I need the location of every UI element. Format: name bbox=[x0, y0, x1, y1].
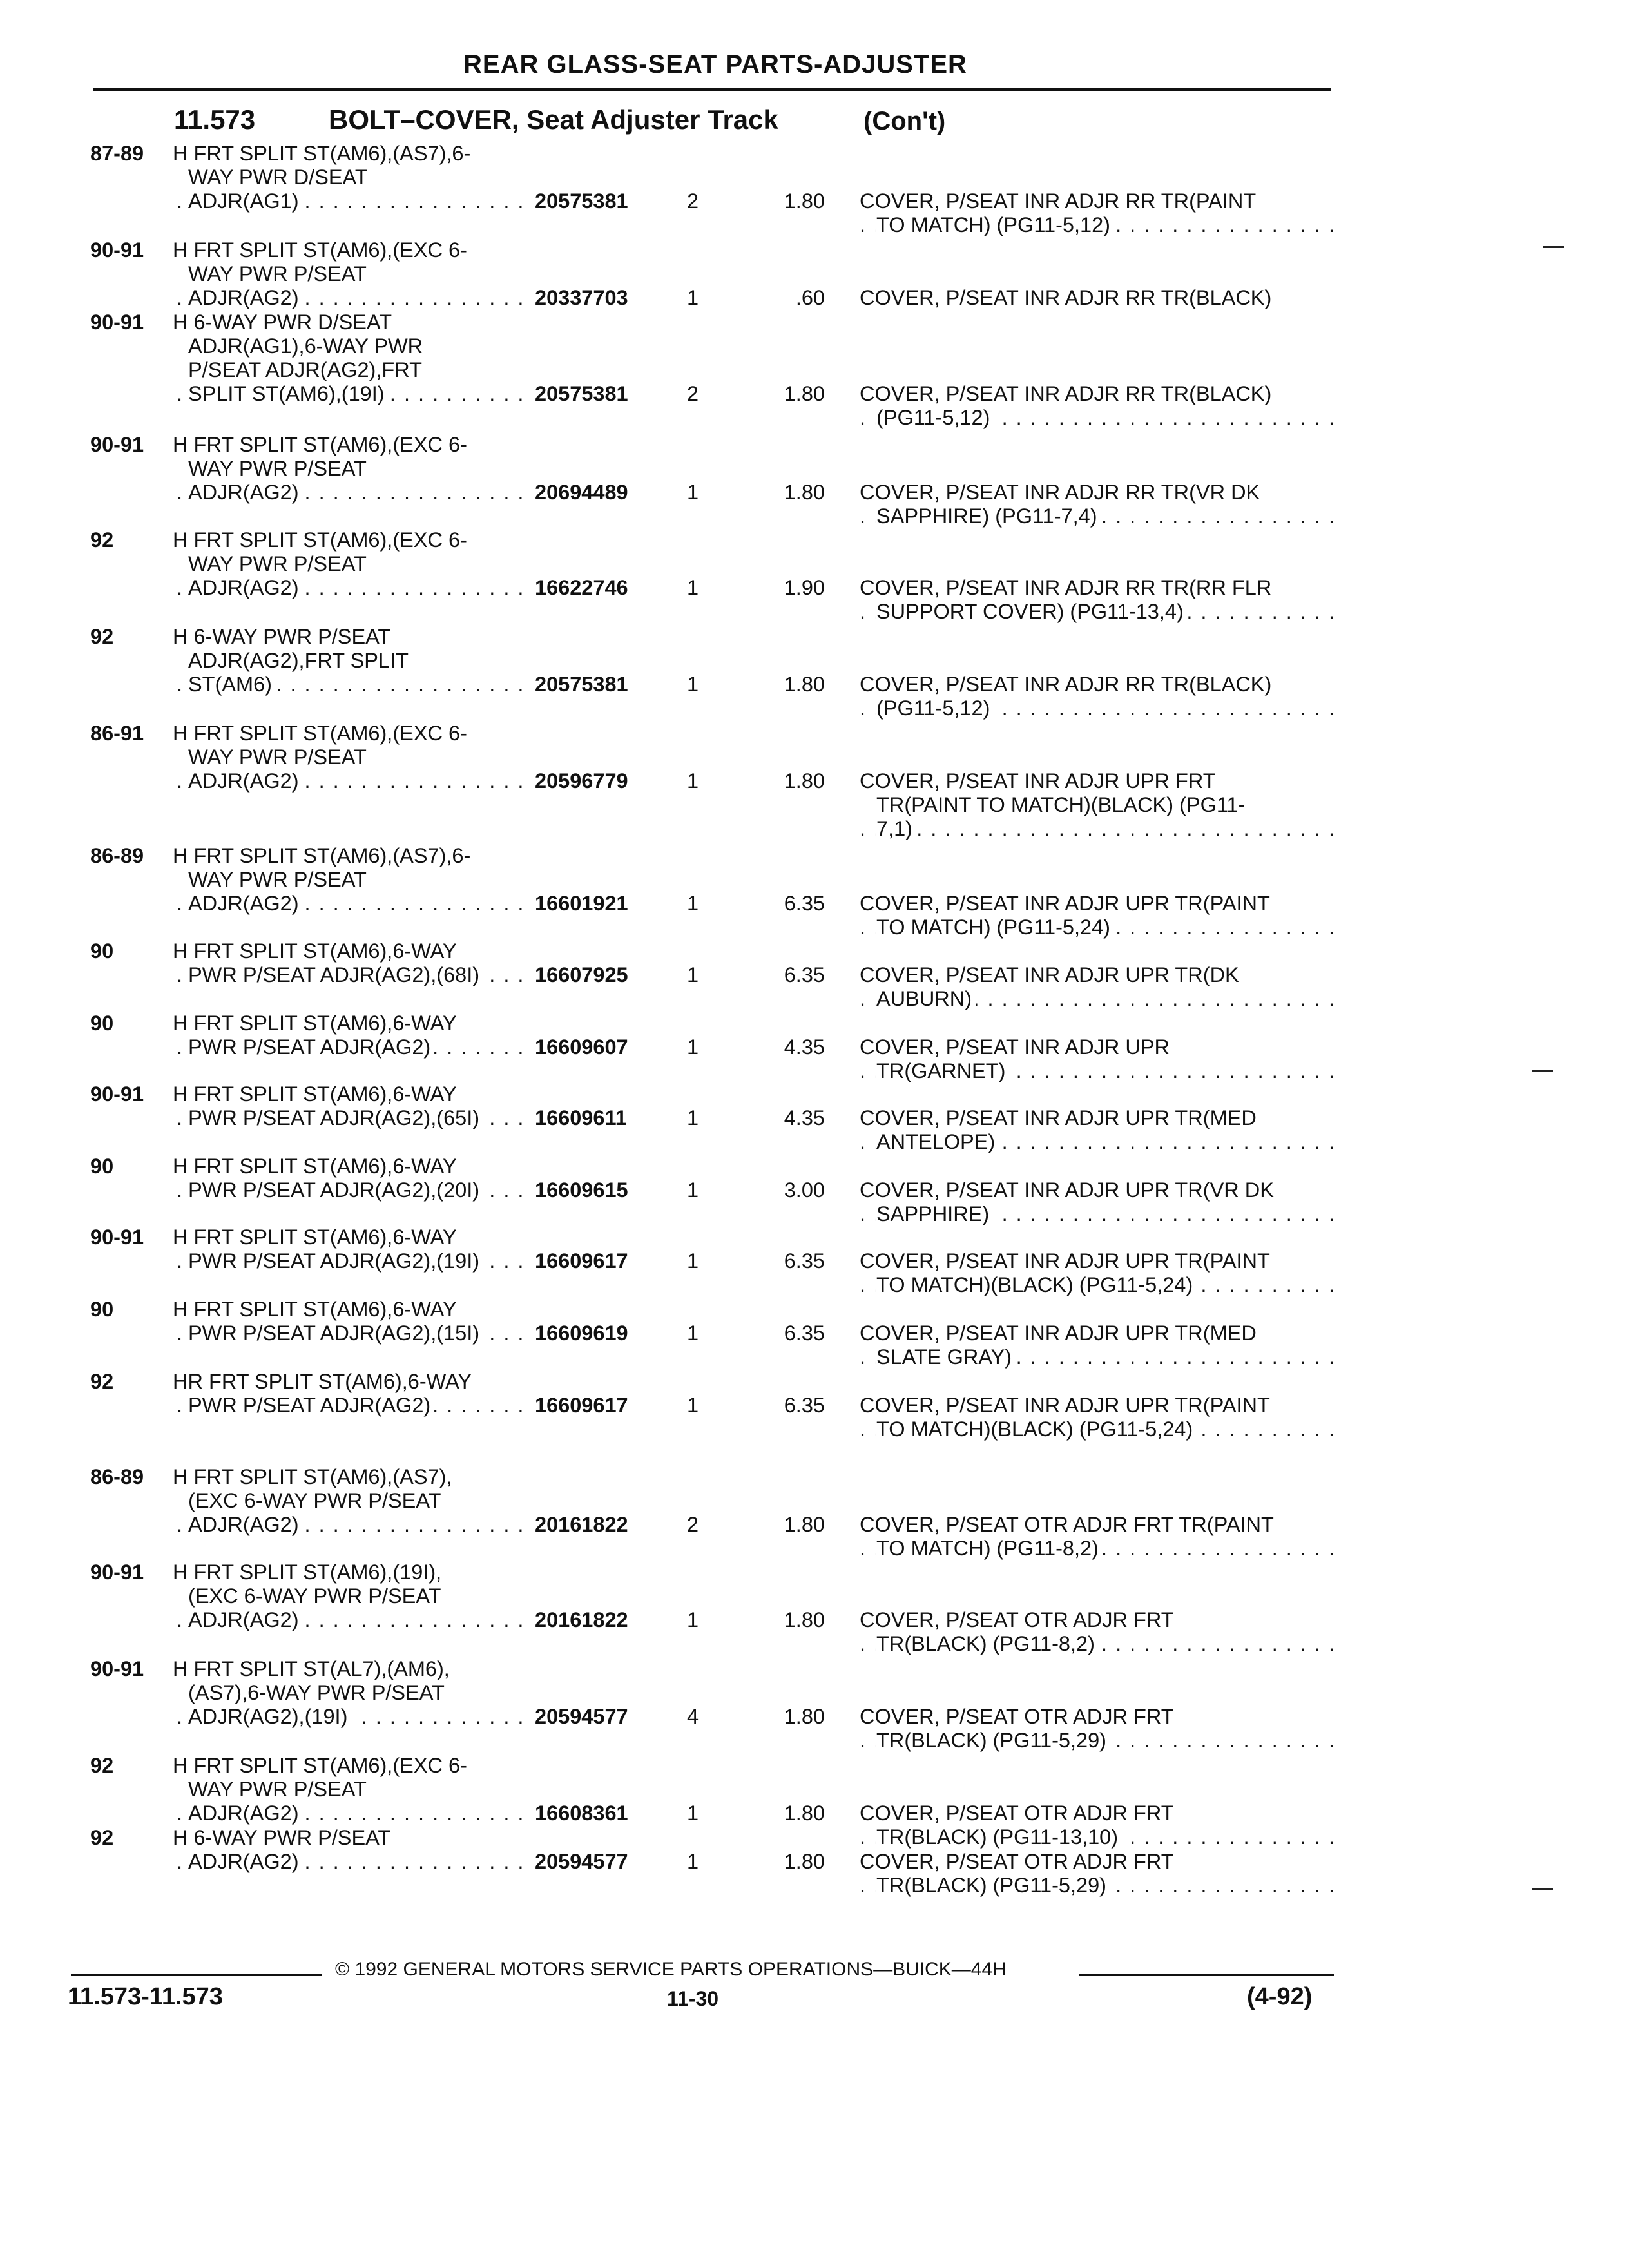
note-line bbox=[860, 1513, 1336, 1537]
description-last-text: SPLIT ST(AM6),(19I) bbox=[188, 382, 389, 405]
note-line bbox=[860, 1178, 1336, 1202]
note-line bbox=[860, 1345, 1336, 1369]
section-number: 11.573 bbox=[174, 104, 256, 135]
note-line-text: COVER, P/SEAT INR ADJR UPR TR(MED bbox=[860, 1321, 1257, 1345]
description-line: H FRT SPLIT ST(AM6),6-WAY bbox=[173, 1225, 457, 1249]
note-line-text: TR(BLACK) (PG11-13,10) bbox=[876, 1825, 1122, 1849]
price: 1.80 bbox=[784, 1850, 825, 1873]
description-last-text: ADJR(AG2) bbox=[188, 1850, 303, 1873]
note-line-text: TO MATCH) (PG11-8,2) bbox=[876, 1537, 1103, 1560]
quantity: 1 bbox=[687, 1106, 699, 1129]
model-years: 90-91 bbox=[90, 433, 144, 456]
price: 1.80 bbox=[784, 769, 825, 793]
description-line bbox=[173, 1394, 534, 1418]
note-line-text: COVER, P/SEAT OTR ADJR FRT bbox=[860, 1802, 1174, 1825]
note-line-text: (PG11-5,12) bbox=[876, 406, 994, 429]
part-number: 20337703 bbox=[535, 286, 628, 309]
note-line bbox=[860, 1035, 1336, 1059]
description-line bbox=[173, 286, 534, 310]
price: 1.80 bbox=[784, 1705, 825, 1728]
note-line bbox=[860, 576, 1336, 600]
description-last-text: PWR P/SEAT ADJR(AG2),(15I) bbox=[188, 1321, 483, 1345]
price: 6.35 bbox=[784, 892, 825, 915]
description-last-text: ST(AM6) bbox=[188, 673, 276, 696]
part-note bbox=[860, 1249, 1336, 1297]
part-number: 16609617 bbox=[535, 1249, 628, 1273]
quantity: 1 bbox=[687, 963, 699, 986]
note-line bbox=[860, 1418, 1336, 1441]
part-number: 16601921 bbox=[535, 892, 628, 915]
description-line: H FRT SPLIT ST(AM6),6-WAY bbox=[173, 1082, 457, 1106]
note-line bbox=[860, 1802, 1336, 1825]
application-description bbox=[173, 1298, 534, 1345]
description-line: H FRT SPLIT ST(AM6),(19I), bbox=[173, 1561, 442, 1584]
note-line bbox=[860, 481, 1336, 505]
price: 1.80 bbox=[784, 1608, 825, 1631]
note-line bbox=[860, 1273, 1336, 1297]
part-note bbox=[860, 1608, 1336, 1656]
margin-mark bbox=[1532, 1888, 1553, 1890]
description-line: (AS7),6-WAY PWR P/SEAT bbox=[188, 1681, 445, 1704]
part-number: 20594577 bbox=[535, 1850, 628, 1873]
description-last-text: ADJR(AG2) bbox=[188, 769, 303, 793]
application-description bbox=[173, 625, 534, 697]
part-number: 20594577 bbox=[535, 1705, 628, 1728]
part-note bbox=[860, 1321, 1336, 1369]
note-line-text: COVER, P/SEAT OTR ADJR FRT bbox=[860, 1850, 1174, 1873]
model-years: 90 bbox=[90, 1298, 114, 1321]
model-years: 90-91 bbox=[90, 1225, 144, 1249]
note-line bbox=[860, 1632, 1336, 1656]
application-description bbox=[173, 1225, 534, 1273]
description-line: H FRT SPLIT ST(AM6),6-WAY bbox=[173, 1155, 457, 1178]
description-line bbox=[173, 1106, 534, 1130]
model-years: 86-89 bbox=[90, 844, 144, 867]
note-line-text: SAPPHIRE) bbox=[876, 1202, 993, 1225]
application-description bbox=[173, 1657, 534, 1729]
application-description bbox=[173, 1082, 534, 1130]
description-line bbox=[173, 1178, 534, 1202]
model-years: 86-89 bbox=[90, 1465, 144, 1488]
model-years: 92 bbox=[90, 528, 114, 552]
description-line bbox=[173, 892, 534, 916]
part-note bbox=[860, 189, 1336, 237]
application-description bbox=[173, 1370, 534, 1418]
description-line: (EXC 6-WAY PWR P/SEAT bbox=[188, 1584, 441, 1608]
note-line bbox=[860, 286, 1336, 310]
description-line: H FRT SPLIT ST(AM6),(AS7), bbox=[173, 1465, 452, 1488]
description-last-text: PWR P/SEAT ADJR(AG2) bbox=[188, 1394, 434, 1417]
note-line-text: TO MATCH)(BLACK) (PG11-5,24) bbox=[876, 1418, 1197, 1441]
note-line bbox=[860, 1705, 1336, 1729]
description-line bbox=[173, 382, 534, 406]
quantity: 1 bbox=[687, 1035, 699, 1059]
description-line: H FRT SPLIT ST(AM6),6-WAY bbox=[173, 1012, 457, 1035]
description-line bbox=[173, 1321, 534, 1345]
model-years: 92 bbox=[90, 625, 114, 648]
note-line bbox=[860, 382, 1336, 406]
note-line-text: SAPPHIRE) (PG11-7,4) bbox=[876, 505, 1101, 528]
quantity: 1 bbox=[687, 1249, 699, 1273]
part-note bbox=[860, 481, 1336, 528]
note-line bbox=[860, 793, 1336, 817]
part-number: 16622746 bbox=[535, 576, 628, 599]
quantity: 1 bbox=[687, 1321, 699, 1345]
description-line: (EXC 6-WAY PWR P/SEAT bbox=[188, 1489, 441, 1512]
description-line: WAY PWR P/SEAT bbox=[188, 552, 367, 575]
note-line bbox=[860, 1874, 1336, 1898]
part-number: 20575381 bbox=[535, 382, 628, 405]
model-years: 90-91 bbox=[90, 238, 144, 262]
part-note bbox=[860, 382, 1336, 430]
price: 3.00 bbox=[784, 1178, 825, 1202]
part-number: 20161822 bbox=[535, 1608, 628, 1631]
quantity: 1 bbox=[687, 576, 699, 599]
application-description bbox=[173, 1012, 534, 1059]
note-line bbox=[860, 1059, 1336, 1083]
description-last-text: PWR P/SEAT ADJR(AG2),(65I) bbox=[188, 1106, 483, 1129]
description-last-text: ADJR(AG2) bbox=[188, 1608, 303, 1631]
part-note bbox=[860, 1106, 1336, 1154]
application-description bbox=[173, 844, 534, 916]
note-line-text: COVER, P/SEAT INR ADJR RR TR(PAINT bbox=[860, 189, 1257, 213]
description-line bbox=[173, 673, 534, 697]
note-line-text: COVER, P/SEAT INR ADJR UPR TR(PAINT bbox=[860, 1249, 1270, 1273]
note-line bbox=[860, 1321, 1336, 1345]
header-rule bbox=[93, 88, 1331, 91]
part-note bbox=[860, 892, 1336, 939]
description-line bbox=[173, 576, 534, 600]
note-line-text: 7,1) bbox=[876, 817, 916, 840]
quantity: 2 bbox=[687, 382, 699, 405]
part-note bbox=[860, 1850, 1336, 1898]
description-line bbox=[173, 1850, 534, 1874]
page-title: REAR GLASS-SEAT PARTS-ADJUSTER bbox=[463, 50, 967, 79]
note-line bbox=[860, 1825, 1336, 1849]
description-line: H FRT SPLIT ST(AL7),(AM6), bbox=[173, 1657, 450, 1680]
note-line bbox=[860, 600, 1336, 624]
note-line-text: TO MATCH) (PG11-5,24) bbox=[876, 916, 1114, 939]
description-line: H 6-WAY PWR D/SEAT bbox=[173, 311, 392, 334]
part-number: 20596779 bbox=[535, 769, 628, 793]
note-line-text: TO MATCH) (PG11-5,12) bbox=[876, 213, 1114, 236]
quantity: 1 bbox=[687, 1608, 699, 1631]
note-line-text: COVER, P/SEAT INR ADJR UPR FRT bbox=[860, 769, 1216, 793]
description-last-text: ADJR(AG2) bbox=[188, 892, 303, 915]
part-number: 16609607 bbox=[535, 1035, 628, 1059]
quantity: 2 bbox=[687, 1513, 699, 1536]
note-line-text: TO MATCH)(BLACK) (PG11-5,24) bbox=[876, 1273, 1197, 1296]
note-line bbox=[860, 1106, 1336, 1130]
price: 1.80 bbox=[784, 1802, 825, 1825]
section-name: BOLT–COVER, Seat Adjuster Track bbox=[329, 104, 778, 135]
quantity: 1 bbox=[687, 892, 699, 915]
quantity: 1 bbox=[687, 673, 699, 696]
part-note bbox=[860, 1178, 1336, 1226]
note-line-text: TR(BLACK) (PG11-5,29) bbox=[876, 1874, 1110, 1897]
description-last-text: PWR P/SEAT ADJR(AG2) bbox=[188, 1035, 434, 1059]
note-line-text: ANTELOPE) bbox=[876, 1130, 999, 1153]
note-line bbox=[860, 1850, 1336, 1874]
description-line: H 6-WAY PWR P/SEAT bbox=[173, 625, 391, 648]
model-years: 90-91 bbox=[90, 311, 144, 334]
note-line bbox=[860, 406, 1336, 430]
quantity: 1 bbox=[687, 1394, 699, 1417]
model-years: 92 bbox=[90, 1370, 114, 1393]
part-number: 16609615 bbox=[535, 1178, 628, 1202]
model-years: 90-91 bbox=[90, 1082, 144, 1106]
note-line bbox=[860, 505, 1336, 528]
description-line: H FRT SPLIT ST(AM6),6-WAY bbox=[173, 1298, 457, 1321]
footer-revision-date: (4-92) bbox=[1247, 1983, 1313, 2010]
note-line-text: COVER, P/SEAT INR ADJR UPR TR(PAINT bbox=[860, 892, 1270, 915]
price: 1.80 bbox=[784, 481, 825, 504]
note-line-text: COVER, P/SEAT INR ADJR UPR TR(DK bbox=[860, 963, 1239, 986]
part-note bbox=[860, 1035, 1336, 1083]
description-last-text: ADJR(AG2) bbox=[188, 1802, 303, 1825]
price: 6.35 bbox=[784, 963, 825, 986]
description-line: H 6-WAY PWR P/SEAT bbox=[173, 1826, 391, 1849]
part-number: 20694489 bbox=[535, 481, 628, 504]
model-years: 87-89 bbox=[90, 142, 144, 165]
description-line bbox=[173, 1608, 534, 1632]
note-line bbox=[860, 1130, 1336, 1154]
part-number: 16607925 bbox=[535, 963, 628, 986]
description-line: H FRT SPLIT ST(AM6),6-WAY bbox=[173, 939, 457, 963]
note-line bbox=[860, 1608, 1336, 1632]
description-line bbox=[173, 963, 534, 987]
part-note bbox=[860, 769, 1336, 841]
continued-label: (Con't) bbox=[863, 107, 946, 135]
description-last-text: ADJR(AG2),(19I) bbox=[188, 1705, 351, 1728]
part-note bbox=[860, 1705, 1336, 1753]
quantity: 1 bbox=[687, 286, 699, 309]
footer-rule bbox=[1079, 1974, 1334, 1976]
part-number: 16609611 bbox=[535, 1106, 627, 1129]
application-description bbox=[173, 311, 534, 406]
description-line: WAY PWR P/SEAT bbox=[188, 262, 367, 285]
description-line: H FRT SPLIT ST(AM6),(EXC 6- bbox=[173, 722, 467, 745]
description-line: WAY PWR D/SEAT bbox=[188, 166, 368, 189]
description-line: H FRT SPLIT ST(AM6),(EXC 6- bbox=[173, 238, 467, 262]
price: 6.35 bbox=[784, 1394, 825, 1417]
note-line bbox=[860, 1537, 1336, 1561]
note-line-text: TR(BLACK) (PG11-5,29) bbox=[876, 1729, 1110, 1752]
price: 4.35 bbox=[784, 1106, 825, 1129]
description-last-text: PWR P/SEAT ADJR(AG2),(19I) bbox=[188, 1249, 483, 1273]
application-description bbox=[173, 1754, 534, 1825]
part-note bbox=[860, 963, 1336, 1011]
price: 1.80 bbox=[784, 673, 825, 696]
description-line: H FRT SPLIT ST(AM6),(AS7),6- bbox=[173, 844, 471, 867]
part-note bbox=[860, 673, 1336, 720]
price: 1.80 bbox=[784, 382, 825, 405]
note-line-text: SUPPORT COVER) (PG11-13,4) bbox=[876, 600, 1188, 623]
part-number: 20575381 bbox=[535, 673, 628, 696]
description-line bbox=[173, 481, 534, 505]
description-last-text: ADJR(AG1) bbox=[188, 189, 303, 213]
description-line bbox=[173, 1513, 534, 1537]
application-description bbox=[173, 433, 534, 505]
description-last-text: ADJR(AG2) bbox=[188, 481, 303, 504]
model-years: 90-91 bbox=[90, 1657, 144, 1680]
description-line bbox=[173, 1249, 534, 1273]
application-description bbox=[173, 939, 534, 987]
description-last-text: PWR P/SEAT ADJR(AG2),(68I) bbox=[188, 963, 483, 986]
note-line-text: (PG11-5,12) bbox=[876, 697, 994, 720]
part-number: 16609617 bbox=[535, 1394, 628, 1417]
note-line-text: COVER, P/SEAT INR ADJR RR TR(VR DK bbox=[860, 481, 1260, 504]
footer-section-range: 11.573-11.573 bbox=[68, 1983, 223, 2010]
part-note bbox=[860, 1513, 1336, 1561]
note-line-text: AUBURN) bbox=[876, 987, 976, 1010]
note-line-text: COVER, P/SEAT OTR ADJR FRT bbox=[860, 1705, 1174, 1728]
part-number: 16609619 bbox=[535, 1321, 628, 1345]
quantity: 4 bbox=[687, 1705, 699, 1728]
application-description bbox=[173, 1826, 534, 1874]
note-line bbox=[860, 769, 1336, 793]
part-number: 20161822 bbox=[535, 1513, 628, 1536]
quantity: 1 bbox=[687, 1850, 699, 1873]
application-description bbox=[173, 142, 534, 213]
model-years: 92 bbox=[90, 1754, 114, 1777]
application-description bbox=[173, 528, 534, 600]
price: 6.35 bbox=[784, 1321, 825, 1345]
note-line-text: COVER, P/SEAT OTR ADJR FRT bbox=[860, 1608, 1174, 1631]
description-line: P/SEAT ADJR(AG2),FRT bbox=[188, 358, 422, 381]
price: 6.35 bbox=[784, 1249, 825, 1273]
model-years: 90-91 bbox=[90, 1561, 144, 1584]
note-line-text: TR(GARNET) bbox=[876, 1059, 1009, 1082]
model-years: 90 bbox=[90, 1012, 114, 1035]
description-line bbox=[173, 1035, 534, 1059]
part-note bbox=[860, 1802, 1336, 1849]
price: 1.80 bbox=[784, 1513, 825, 1536]
note-line bbox=[860, 189, 1336, 213]
note-line bbox=[860, 963, 1336, 987]
part-note bbox=[860, 576, 1336, 624]
application-description bbox=[173, 1155, 534, 1202]
note-line bbox=[860, 697, 1336, 720]
section-heading bbox=[174, 104, 946, 135]
description-last-text: ADJR(AG2) bbox=[188, 576, 303, 599]
footer-page-number: 11-30 bbox=[667, 1987, 719, 2010]
description-line: WAY PWR P/SEAT bbox=[188, 745, 367, 769]
model-years: 90 bbox=[90, 1155, 114, 1178]
note-line bbox=[860, 916, 1336, 939]
note-line-text: COVER, P/SEAT OTR ADJR FRT TR(PAINT bbox=[860, 1513, 1274, 1536]
note-line-text: COVER, P/SEAT INR ADJR UPR TR(VR DK bbox=[860, 1178, 1274, 1202]
description-line bbox=[173, 1802, 534, 1825]
note-line-text: COVER, P/SEAT INR ADJR UPR TR(MED bbox=[860, 1106, 1257, 1129]
note-line bbox=[860, 817, 1336, 841]
description-line bbox=[173, 1705, 534, 1729]
price: 4.35 bbox=[784, 1035, 825, 1059]
quantity: 1 bbox=[687, 481, 699, 504]
description-line: H FRT SPLIT ST(AM6),(EXC 6- bbox=[173, 528, 467, 552]
description-last-text: ADJR(AG2) bbox=[188, 286, 303, 309]
description-line bbox=[173, 769, 534, 793]
note-line-text: COVER, P/SEAT INR ADJR RR TR(BLACK) bbox=[860, 286, 1272, 309]
part-note bbox=[860, 286, 1336, 310]
price: 1.80 bbox=[784, 189, 825, 213]
note-line bbox=[860, 1202, 1336, 1226]
margin-mark bbox=[1532, 1070, 1553, 1072]
price: 1.90 bbox=[784, 576, 825, 599]
quantity: 1 bbox=[687, 1178, 699, 1202]
application-description bbox=[173, 722, 534, 793]
description-line: ADJR(AG2),FRT SPLIT bbox=[188, 649, 409, 672]
description-line: HR FRT SPLIT ST(AM6),6-WAY bbox=[173, 1370, 472, 1393]
note-line bbox=[860, 213, 1336, 237]
description-last-text: ADJR(AG2) bbox=[188, 1513, 303, 1536]
note-line-text: COVER, P/SEAT INR ADJR UPR bbox=[860, 1035, 1170, 1059]
note-line-text: TR(BLACK) (PG11-8,2) bbox=[876, 1632, 1099, 1655]
model-years: 90 bbox=[90, 939, 114, 963]
model-years: 86-91 bbox=[90, 722, 144, 745]
note-line-text: COVER, P/SEAT INR ADJR RR TR(BLACK) bbox=[860, 382, 1272, 405]
quantity: 2 bbox=[687, 189, 699, 213]
note-line bbox=[860, 1729, 1336, 1753]
application-description bbox=[173, 238, 534, 310]
description-line: WAY PWR P/SEAT bbox=[188, 1778, 367, 1801]
note-line-text: COVER, P/SEAT INR ADJR UPR TR(PAINT bbox=[860, 1394, 1270, 1417]
footer-copyright: © 1992 GENERAL MOTORS SERVICE PARTS OPERATIONS—BUICK—44H bbox=[335, 1959, 1007, 1980]
part-note bbox=[860, 1394, 1336, 1441]
description-line: WAY PWR P/SEAT bbox=[188, 868, 367, 891]
note-line-text: SLATE GRAY) bbox=[876, 1345, 1016, 1369]
footer-rule bbox=[71, 1974, 322, 1976]
application-description bbox=[173, 1561, 534, 1632]
note-line bbox=[860, 1249, 1336, 1273]
description-last-text: PWR P/SEAT ADJR(AG2),(20I) bbox=[188, 1178, 483, 1202]
margin-mark bbox=[1543, 246, 1564, 248]
description-line: H FRT SPLIT ST(AM6),(AS7),6- bbox=[173, 142, 471, 165]
price: .60 bbox=[795, 286, 825, 309]
note-line bbox=[860, 892, 1336, 916]
model-years: 92 bbox=[90, 1826, 114, 1849]
note-line-text: COVER, P/SEAT INR ADJR RR TR(BLACK) bbox=[860, 673, 1272, 696]
note-line-text: TR(PAINT TO MATCH)(BLACK) (PG11- bbox=[876, 793, 1246, 816]
part-number: 20575381 bbox=[535, 189, 628, 213]
quantity: 1 bbox=[687, 1802, 699, 1825]
description-line: H FRT SPLIT ST(AM6),(EXC 6- bbox=[173, 1754, 467, 1777]
description-line bbox=[173, 189, 534, 213]
note-line bbox=[860, 673, 1336, 697]
part-number: 16608361 bbox=[535, 1802, 628, 1825]
note-line-text: COVER, P/SEAT INR ADJR RR TR(RR FLR bbox=[860, 576, 1272, 599]
description-line: H FRT SPLIT ST(AM6),(EXC 6- bbox=[173, 433, 467, 456]
description-line: WAY PWR P/SEAT bbox=[188, 457, 367, 480]
quantity: 1 bbox=[687, 769, 699, 793]
description-line: ADJR(AG1),6-WAY PWR bbox=[188, 334, 423, 358]
application-description bbox=[173, 1465, 534, 1537]
note-line bbox=[860, 987, 1336, 1011]
note-line bbox=[860, 1394, 1336, 1418]
